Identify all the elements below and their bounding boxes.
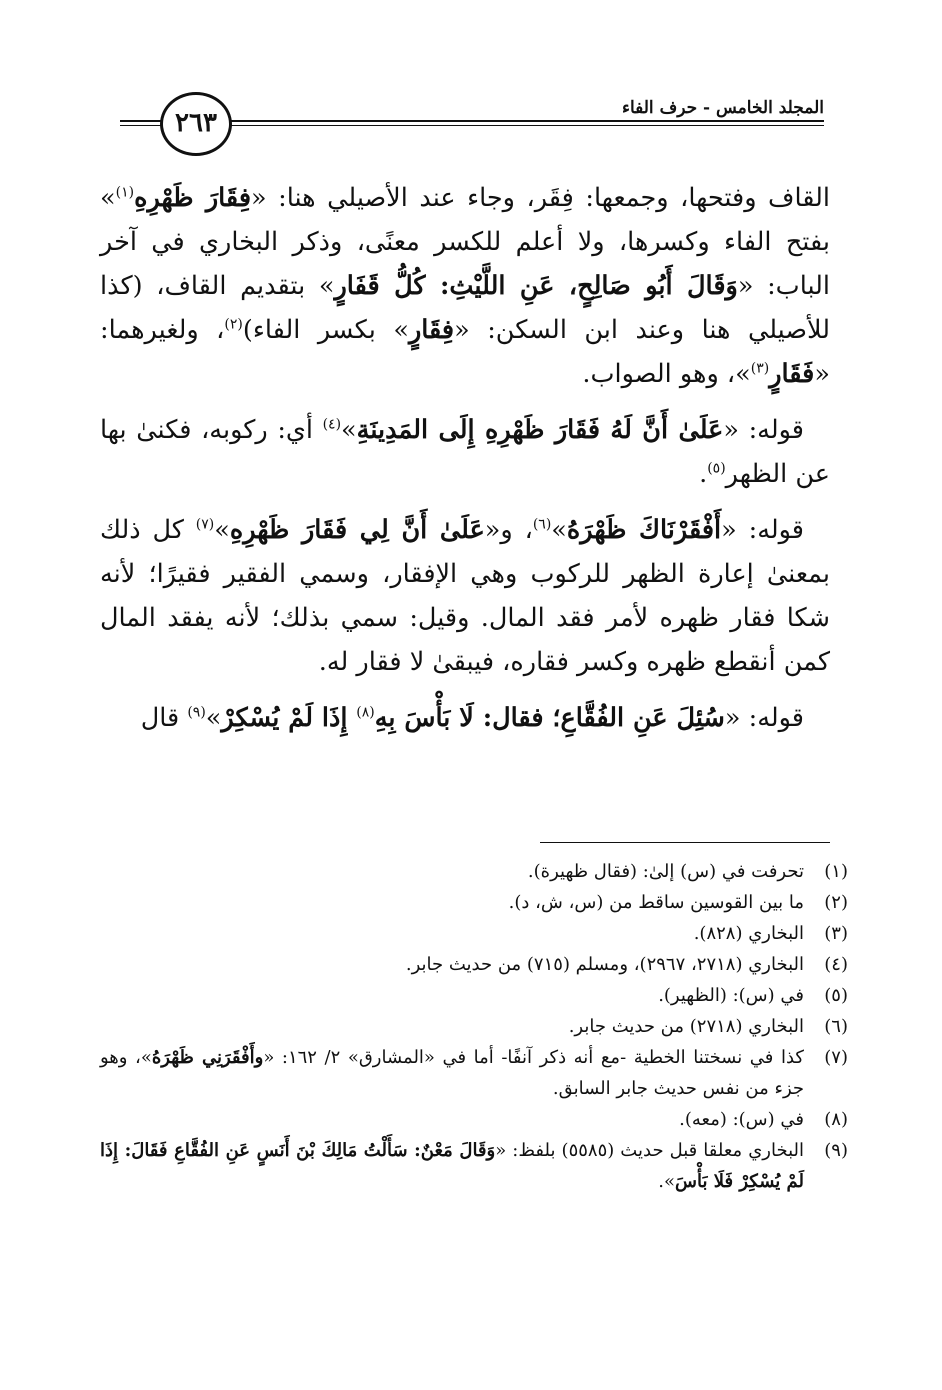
footnote-number: (٥) xyxy=(824,985,848,1006)
footnote-ref: (٧) xyxy=(195,516,215,533)
paragraph-4: قوله: «سُئِلَ عَنِ الفُقَّاعِ؛ فقال: لَا بَأْسَ بِهِ$^{(٨)}$ إِذَا لَمْ يُسْكِرْ»$^{(٩)}$ قال xyxy=(140,703,804,733)
quote-text: فِقَارَ ظَهْرِهِ xyxy=(134,183,252,213)
footnote-number: (٤) xyxy=(824,954,848,975)
footnote xyxy=(100,856,848,887)
footnote-text: ما بين القوسين ساقط من (س، ش، د). xyxy=(508,892,804,913)
footnote-text: البخاري (٢٧١٨، ٢٩٦٧)، ومسلم (٧١٥) من حديث جابر. xyxy=(405,954,804,975)
footnote-text: البخاري معلقا قبل حديث (٥٥٨٥) بلفظ: «وَقَالَ مَعْنٌ: سَأَلْتُ مَالِكَ بْنَ أَنَسٍ عَنِ الفُقَّاعِ فَقَالَ: إِذَا لَمْ يُسْكِرْ فَلَا بَأْسَ». xyxy=(100,1140,805,1192)
footnote-ref: (٥) xyxy=(707,460,726,477)
footnote-ref: (٩) xyxy=(187,704,206,721)
page-number: ٢٦٣ xyxy=(160,92,232,156)
footnote xyxy=(100,887,848,918)
running-header xyxy=(120,88,824,158)
quote-text: وَقَالَ أَبُو صَالِحٍ، عَنِ اللَّيْثِ: كُلُّ قَفَارٍ xyxy=(334,271,738,301)
footnote xyxy=(100,1042,848,1104)
footnote-text: تحرفت في (س) إلىٰ: (فقال ظهيرة). xyxy=(527,861,804,882)
footnote-number: (٦) xyxy=(824,1016,848,1037)
quote-text: وَقَالَ مَعْنٌ: سَأَلْتُ مَالِكَ بْنَ أَنَسٍ عَنِ الفُقَّاعِ فَقَالَ: إِذَا لَمْ يُسْكِرْ فَلَا بَأْسَ xyxy=(100,1140,804,1192)
footnote xyxy=(100,1104,848,1135)
main-text xyxy=(100,176,830,752)
footnote-text: في (س): (معه). xyxy=(679,1109,804,1130)
quote-text: وأَفْقَرَنِي ظَهْرَهُ xyxy=(151,1047,264,1068)
paragraph-2: قوله: «عَلَىٰ أَنَّ لَهُ فَقَارَ ظَهْرِهِ إِلَى المَدِينَةِ»$^{(٤)}$ أي: ركوبه، فكنىٰ بها عن الظهر$^{(٥)}$. xyxy=(100,415,830,489)
footnote xyxy=(100,1011,848,1042)
footnote-text: في (س): (الظهير). xyxy=(658,985,804,1006)
footnote-text: البخاري (٨٢٨). xyxy=(693,923,804,944)
footnote xyxy=(100,949,848,980)
footnote xyxy=(100,980,848,1011)
quote-text: عَلَىٰ أَنَّ لَهُ فَقَارَ ظَهْرِهِ إِلَى المَدِينَةِ xyxy=(356,415,724,445)
footnotes xyxy=(100,856,848,1197)
footnote xyxy=(100,1135,848,1197)
footnote-number: (٧) xyxy=(824,1047,848,1068)
footnote-ref: (١) xyxy=(115,184,135,201)
footnote-ref: (٦) xyxy=(532,516,552,533)
quote-text: سُئِلَ عَنِ الفُقَّاعِ؛ فقال: لَا بَأْسَ بِهِ xyxy=(374,703,725,733)
footnote-text: كذا في نسختنا الخطية -مع أنه ذكر آنفًا- أما في «المشارق» ٢/ ١٦٢: «وأَفْقَرَنِي ظَهْرَهُ»، وهو جزء من نفس حديث جابر السابق. xyxy=(100,1047,804,1099)
footnote xyxy=(100,918,848,949)
footnote-number: (٣) xyxy=(824,923,848,944)
footnote-number: (٢) xyxy=(824,892,848,913)
footnote-number: (١) xyxy=(824,861,848,882)
footnote-separator xyxy=(540,842,830,843)
quote-text: فَقَارٍ xyxy=(769,359,815,389)
header-rule-right xyxy=(230,120,824,126)
footnote-ref: (٤) xyxy=(322,416,342,433)
running-title: المجلد الخامس - حرف الفاء xyxy=(612,98,824,118)
paragraph-3: قوله: «أَفْقَرْنَاكَ ظَهْرَهُ»$^{(٦)}$، و«عَلَىٰ أَنَّ لِي فَقَارَ ظَهْرِهِ»$^{(٧)}$ كل ذلك بمعنىٰ إعارة الظهر للركوب وهي الإفقار، وسمي الفقير فقيرًا؛ لأنه شكا فقار ظهره لأمر فقد المال. وقيل: سمي بذلك؛ لأنه يفقد المال كمن أنقطع ظهره وكسر فقاره، فيبقىٰ لا فقار له. xyxy=(100,515,830,677)
footnote-text: البخاري (٢٧١٨) من حديث جابر. xyxy=(568,1016,804,1037)
footnote-ref: (٣) xyxy=(750,360,770,377)
footnote-number: (٨) xyxy=(824,1109,848,1130)
quote-text: فِقَارٍ xyxy=(408,315,455,345)
footnote-ref: (٢) xyxy=(224,316,243,333)
quote-text: إِذَا لَمْ يُسْكِرْ xyxy=(221,703,357,733)
paragraph-1: القاف وفتحها، وجمعها: فِقَر، وجاء عند الأصيلي هنا: «فِقَارَ ظَهْرِهِ$^{(١)}$» بفتح الفاء وكسرها، ولا أعلم للكسر معنًى، وذكر البخاري في آخر الباب: «وَقَالَ أَبُو صَالِحٍ، عَنِ اللَّيْثِ: كُلُّ قَفَارٍ» بتقديم القاف، (كذا للأصيلي هنا وعند ابن السكن: «فِقَارٍ» بكسر الفاء)$^{(٢)}$، ولغيرهما: «فَقَارٍ$^{(٣)}$»، وهو الصواب. xyxy=(100,183,831,389)
quote-text: أَفْقَرْنَاكَ ظَهْرَهُ xyxy=(566,515,722,545)
footnote-ref: (٨) xyxy=(356,704,375,721)
quote-text: عَلَىٰ أَنَّ لِي فَقَارَ ظَهْرِهِ xyxy=(229,515,485,545)
header-rule-left xyxy=(120,120,164,126)
footnote-number: (٩) xyxy=(824,1140,848,1161)
